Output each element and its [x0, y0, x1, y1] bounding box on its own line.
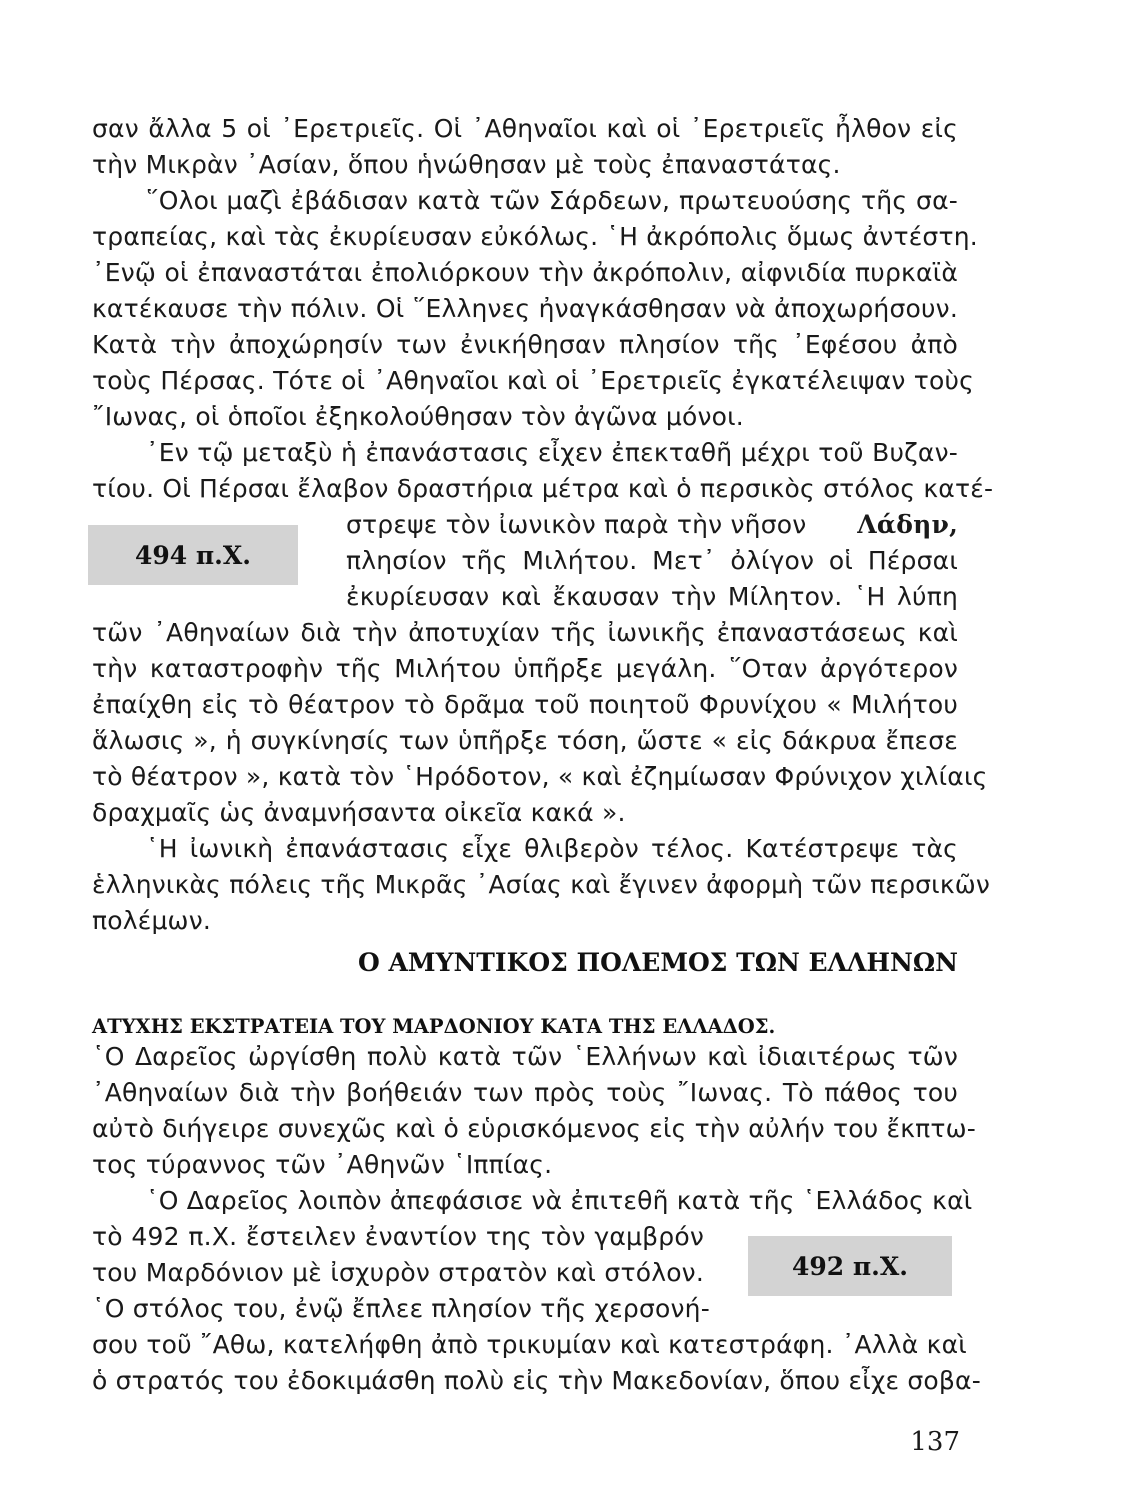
text-line: ᾿Εν τῷ μεταξὺ ἡ ἐπανάστασις εἶχεν ἐπεκταθῆ μέχρι τοῦ Βυζαν-	[146, 438, 958, 467]
text-line: τὸ θέατρον », κατὰ τὸν ῾Ηρόδοτον, « καὶ ἐζημίωσαν Φρύνιχον χιλίαις	[92, 762, 988, 791]
subsection-heading: ΑΤΥΧΗΣ ΕΚΣΤΡΑΤΕΙΑ ΤΟΥ ΜΑΡΔΟΝΙΟΥ ΚΑΤΑ ΤΗΣ ΕΛΛΑΔΟΣ.	[92, 1015, 776, 1038]
text-line: τὸ 492 π.Χ. ἔστειλεν ἐναντίον της τὸν γαμβρόν	[92, 1222, 704, 1251]
text-line: τραπείας, καὶ τὰς ἐκυρίευσαν εὐκόλως. ῾Η ἀκρόπολις ὅμως ἀντέστη.	[92, 222, 978, 251]
margin-date-badge	[88, 525, 298, 585]
text-line: ῾Ο στόλος του, ἐνῷ ἔπλεε πλησίον τῆς χερσονή-	[92, 1294, 710, 1323]
text-line: τίου. Οἱ Πέρσαι ἔλαβον δραστήρια μέτρα καὶ ὁ περσικὸς στόλος κατέ-	[92, 474, 994, 503]
margin-date-label: 494 π.Χ.	[135, 540, 251, 570]
margin-date-label: 492 π.Χ.	[792, 1251, 908, 1281]
text-line: ῾Ο Δαρεῖος λοιπὸν ἀπεφάσισε νὰ ἐπιτεθῆ κατὰ τῆς ῾Ελλάδος καὶ	[146, 1186, 973, 1215]
text-line: ῞Ολοι μαζὶ ἐβάδισαν κατὰ τῶν Σάρδεων, πρωτευούσης τῆς σα-	[146, 186, 958, 215]
text-line: ἅλωσις », ἡ συγκίνησίς των ὑπῆρξε τόση, ὥστε « εἰς δάκρυα ἔπεσε	[92, 726, 958, 755]
text-line: ἐκυρίευσαν καὶ ἔκαυσαν τὴν Μίλητον. ῾Η λύπη	[346, 582, 958, 611]
text-line: τῶν ᾿Αθηναίων διὰ τὴν ἀποτυχίαν τῆς ἰωνικῆς ἐπαναστάσεως καὶ	[92, 618, 958, 647]
text-line: δραχμαῖς ὡς ἀναμνήσαντα οἰκεῖα κακά ».	[92, 798, 626, 827]
text-line: αὐτὸ διήγειρε συνεχῶς καὶ ὁ εὑρισκόμενος εἰς τὴν αὐλήν του ἔκπτω-	[92, 1114, 977, 1143]
text-line: πολέμων.	[92, 906, 212, 935]
text-line: ᾿Ενῷ οἱ ἐπαναστάται ἐπολιόρκουν τὴν ἀκρόπολιν, αἰφνιδία πυρκαϊὰ	[92, 258, 958, 287]
text-line: του Μαρδόνιον μὲ ἰσχυρὸν στρατὸν καὶ στόλον.	[92, 1258, 704, 1287]
text-line	[346, 507, 958, 543]
text-line: ῾Ο Δαρεῖος ὠργίσθη πολὺ κατὰ τῶν ῾Ελλήνων καὶ ἰδιαιτέρως τῶν	[92, 1042, 958, 1071]
text-line: ῎Ιωνας, οἱ ὁποῖοι ἐξηκολούθησαν τὸν ἀγῶνα μόνοι.	[92, 402, 744, 431]
text-line: τος τύραννος τῶν ᾿Αθηνῶν ῾Ιππίας.	[92, 1150, 553, 1179]
text-line: ῾Η ἰωνικὴ ἐπανάστασις εἶχε θλιβερὸν τέλος. Κατέστρεψε τὰς	[146, 834, 958, 863]
text-line: τοὺς Πέρσας. Τότε οἱ ᾿Αθηναῖοι καὶ οἱ ᾿Ερετριεῖς ἐγκατέλειψαν τοὺς	[92, 366, 975, 395]
text-line: σαν ἄλλα 5 οἱ ᾿Ερετριεῖς. Οἱ ᾿Αθηναῖοι καὶ οἱ ᾿Ερετριεῖς ἦλθον εἰς	[92, 114, 958, 143]
text-line: ἑλληνικὰς πόλεις τῆς Μικρᾶς ᾿Ασίας καὶ ἔγινεν ἀφορμὴ τῶν περσικῶν	[92, 870, 991, 899]
text-line: ἐπαίχθη εἰς τὸ θέατρον τὸ δρᾶμα τοῦ ποιητοῦ Φρυνίχου « Μιλήτου	[92, 690, 958, 719]
text-line: Κατὰ τὴν ἀποχώρησίν των ἐνικήθησαν πλησίον τῆς ᾿Εφέσου ἀπὸ	[92, 330, 958, 359]
place-name-ladi: Λάδην,	[857, 510, 958, 539]
text-line: σου τοῦ ῎Αθω, κατελήφθη ἀπὸ τρικυμίαν καὶ κατεστράφη. ᾿Αλλὰ καὶ	[92, 1330, 967, 1359]
text-line: τὴν Μικρὰν ᾿Ασίαν, ὅπου ἡνώθησαν μὲ τοὺς ἐπαναστάτας.	[92, 150, 841, 179]
margin-date-badge	[748, 1236, 952, 1296]
text-line: τὴν καταστροφὴν τῆς Μιλήτου ὑπῆρξε μεγάλη. ῞Οταν ἀργότερον	[92, 654, 958, 683]
section-heading: Ο ΑΜΥΝΤΙΚΟΣ ΠΟΛΕΜΟΣ ΤΩΝ ΕΛΛΗΝΩΝ	[358, 948, 958, 977]
text-span: στρεψε τὸν ἰωνικὸν παρὰ τὴν νῆσον	[346, 510, 807, 539]
text-line: ᾿Αθηναίων διὰ τὴν βοήθειάν των πρὸς τοὺς ῎Ιωνας. Τὸ πάθος του	[92, 1078, 958, 1107]
page-number: 137	[910, 1427, 960, 1457]
text-line: κατέκαυσε τὴν πόλιν. Οἱ ῞Ελληνες ἠναγκάσθησαν νὰ ἀποχωρήσουν.	[92, 294, 958, 323]
text-line: πλησίον τῆς Μιλήτου. Μετ᾿ ὀλίγον οἱ Πέρσαι	[346, 546, 958, 575]
text-line: ὁ στρατός του ἐδοκιμάσθη πολὺ εἰς τὴν Μακεδονίαν, ὅπου εἶχε σοβα-	[92, 1366, 981, 1395]
